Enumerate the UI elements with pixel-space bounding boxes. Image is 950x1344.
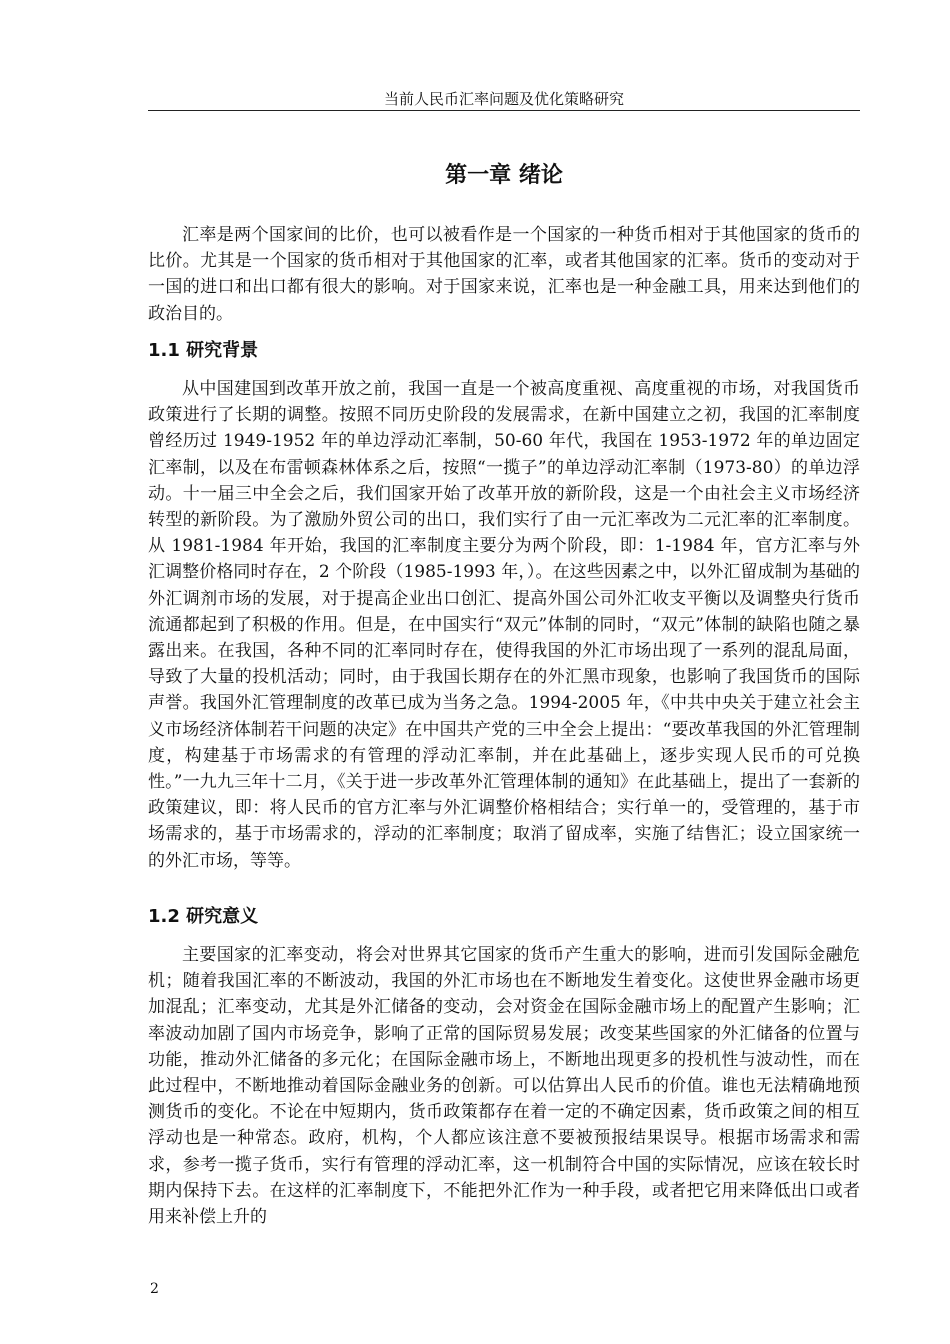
section-heading-significance: 1.2 研究意义 bbox=[148, 906, 259, 927]
page-number: 2 bbox=[150, 1281, 159, 1297]
section-heading-background: 1.1 研究背景 bbox=[148, 340, 259, 361]
background-paragraph: 从中国建国到改革开放之前，我国一直是一个被高度重视、高度重视的市场，对我国货币政策进行了长期的调整。按照不同历史阶段的发展需求，在新中国建立之初，我国的汇率制度曾经历过 1949-1952 年的单边浮动汇率制，50-60 年代，我国在 1953-1972 年的单边固定汇率制，以及在布雷顿森林体系之后，按照“一揽子”的单边浮动汇率制（1973-80）的单边浮动。十一届三中全会之后，我们国家开始了改革开放的新阶段，这是一个由社会主义市场经济转型的新阶段。为了激励外贸公司的出口，我们实行了由一元汇率改为二元汇率的汇率制度。从 1981-1984 年开始，我国的汇率制度主要分为两个阶段，即：1-1984 年，官方汇率与外汇调整价格同时存在，2 个阶段（1985-1993 年，）。在这些因素之中，以外汇留成制为基础的外汇调剂市场的发展，对于提高企业出口创汇、提高外国公司外汇收支平衡以及调整央行货币流通都起到了积极的作用。但是，在中国实行“双元”体制的同时，“双元”体制的缺陷也随之暴露出来。在我国，各种不同的汇率同时存在，使得我国的外汇市场出现了一系列的混乱局面，导致了大量的投机活动；同时，由于我国长期存在的外汇黑市现象，也影响了我国货币的国际声誉。我国外汇管理制度的改革已成为当务之急。1994-2005 年，《中共中央关于建立社会主义市场经济体制若干问题的决定》在中国共产党的三中全会上提出：“要改革我国的外汇管理制度，构建基于市场需求的有管理的浮动汇率制，并在此基础上，逐步实现人民币的可兑换性。”一九九三年十二月，《关于进一步改革外汇管理体制的通知》在此基础上，提出了一套新的政策建议，即：将人民币的官方汇率与外汇调整价格相结合；实行单一的，受管理的，基于市场需求的，基于市场需求的，浮动的汇率制度；取消了留成率，实施了结售汇；设立国家统一的外汇市场，等等。 bbox=[148, 379, 860, 871]
significance-paragraph: 主要国家的汇率变动，将会对世界其它国家的货币产生重大的影响，进而引发国际金融危机；随着我国汇率的不断波动，我国的外汇市场也在不断地发生着变化。这使世界金融市场更加混乱；汇率变动，尤其是外汇储备的变动，会对资金在国际金融市场上的配置产生影响；汇率波动加剧了国内市场竞争，影响了正常的国际贸易发展；改变某些国家的外汇储备的位置与功能，推动外汇储备的多元化；在国际金融市场上，不断地出现更多的投机性与波动性，而在此过程中，不断地推动着国际金融业务的创新。可以估算出人民币的价值。谁也无法精确地预测货币的变化。不论在中短期内，货币政策都存在着一定的不确定因素，货币政策之间的相互浮动也是一种常态。政府，机构，个人都应该注意不要被预报结果误导。根据市场需求和需求，参考一揽子货币，实行有管理的浮动汇率，这一机制符合中国的实际情况，应该在较长时期内保持下去。在这样的汇率制度下，不能把外汇作为一种手段，或者把它用来降低出口或者用来补偿上升的 bbox=[148, 945, 860, 1228]
chapter-title: 第一章 绪论 bbox=[445, 163, 563, 188]
running-header: 当前人民币汇率问题及优化策略研究 bbox=[148, 88, 860, 111]
intro-paragraph: 汇率是两个国家间的比价，也可以被看作是一个国家的一种货币相对于其他国家的货币的比价。尤其是一个国家的货币相对于其他国家的汇率，或者其他国家的汇率。货币的变动对于一国的进口和出口都有很大的影响。对于国家来说，汇率也是一种金融工具，用来达到他们的政治目的。 bbox=[148, 225, 860, 324]
